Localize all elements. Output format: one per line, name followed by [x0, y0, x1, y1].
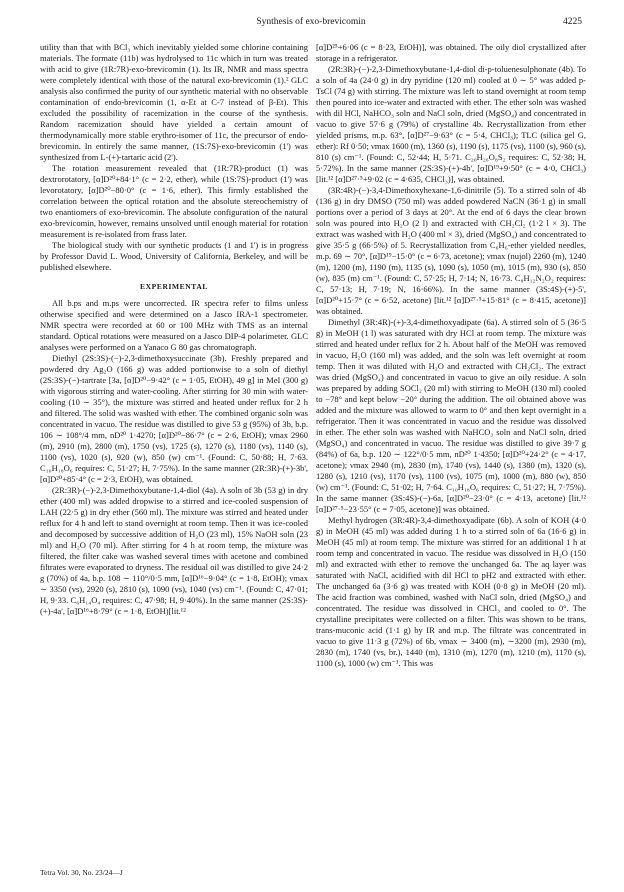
section-title-experimental: EXPERIMENTAL: [140, 282, 208, 291]
running-header: [40, 16, 582, 30]
paragraph-general-methods: All b.ps and m.ps were uncorrected. IR spectra refer to films unless otherwise specified and were determined on a Jasco IRA-1 spectrometer. NMR spectra were recorded at 60 or 100 MHz with TMS as an internal standard. Optical rotations were measured on a Jasco DIP-4 polarimeter. GLC analyses were performed on a Yanaco G 80 gas chromatograph.: [40, 298, 308, 352]
page-number: 4225: [563, 17, 582, 27]
right-column: [316, 42, 586, 669]
paragraph-compound-4b: (2R:3R)-(−)-2,3-Dimethoxybutane-1,4-diol di-p-toluenesulphonate (4b). To a soln of 4a (24·0 g) in dry pyridine (120 ml) cooled at 0 ∼ 5° was added p-TsCl (74 g) with stirring. The mixture was left to stand overnight at room temp then poured into ice-water and extracted with ether. The ether soln was washed with dil HCl, NaHCO₃ soln and NaCl soln, dried (MgSO₄) and concentrated in vacuo to give 57·6 g (79%) of crystalline 4b. Recrystallization from ether yielded prisms, m.p. 63°, [α]D²⁷−9·63° (c = 5·4, CHCl₃); TLC (silica gel G, ether): Rf 0·50; νmax 1600 (m), 1360 (s), 1190 (s), 1175 (vs), 1100 (s), 960 (s), 810 (s) cm⁻¹. (Found: C, 52·44; H, 5·71. C₂₀H₂₆O₈S₂ requires: C, 52·38; H, 5·72%). In the same manner (2S:3S)-(+)-4b', [α]D¹⁹+9·50° (c = 4·0, CHCl₃) [lit.¹² [α]D²⁷·⁵+9·02 (c = 4·635, CHCl₃)], was obtained.: [316, 64, 586, 184]
paragraph-4a-continued: [α]D²⁵+6·06 (c = 8·23, EtOH)], was obtained. The oily diol crystallized after storage in a refrigerator.: [316, 42, 586, 63]
paragraph-compound-4a: (2R:3R)-(−)-2,3-Dimethoxybutane-1,4-diol (4a). A soln of 3b (53 g) in dry ether (400 ml) was added dropwise to a stirred and ice-cooled suspension of LAH (22·5 g) in dry ether (560 ml). The mixture was stirred and heated under reflux for 4 h and left to stand overnight at room temp. Then it was ice-cooled and decomposed by successive addition of H₂O (23 ml), 15% NaOH soln (23 ml) and H₂O (70 ml). After stirring for 4 h at room temp, the mixture was filtered, the filter cake was washed several times with acetone and combined filtrates were evaporated to dryness. The residual oil was distilled to give 24·2 g (70%) of 4a, b.p. 108 ∼ 110°/0·5 mm, [α]D¹⁶−9·04° (c = 1·8, EtOH); νmax ∼ 3350 (vs), 2920 (s), 2810 (s), 1090 (vs), 1040 (vs) cm⁻¹. (Found: C, 47·01; H, 9·33. C₆H₁₄O₄ requires: C, 47·98; H, 9·40%). In the same manner (2S:3S)-(+)-4a', [α]D¹⁶+8·79° (c = 1·8, EtOH)[lit.¹²: [40, 485, 308, 616]
paragraph-results-continued: utility than that with BCl₃ which inevitably yielded some chlorine containing materials. The formate (11b) was hydrolysed to 11c which in turn was treated with acid to give (1R:7R)-exo-brevicomin (1). Its IR, NMR and mass spectra were completely identical with those of the natural exo-brevicomin (1).² GLC analysis also confirmed the purity of our synthetic material with no observable contamination of endo-brevicomin (1, α-Et at C-7 instead of β-Et). This excluded the possibility of racemization in the course of the synthesis. Random racemization should have yielded a certain amount of thermodynamically more stable erythro-isomer of 11c, the precursor of endo-brevicomin. In entirely the same manner, (1S:7S)-exo-brevicomin (1') was synthesized from L-(+)-tartaric acid (2').: [40, 42, 308, 162]
page-footer: Tetra Vol. 30, No. 23/24—J: [40, 868, 123, 877]
paragraph-compound-5: (3R:4R)-(−)-3,4-Dimethoxyhexane-1,6-dinitrile (5). To a stirred soln of 4b (136 g) in dry DMSO (750 ml) was added powdered NaCN (36·1 g) in small portions over a period of 3 days at 20°. At the end of 6 days the clear brown soln was poured into H₂O (2 l) and extracted with CH₂Cl₂ (1·2 l × 3). The extract was washed with H₂O (400 ml × 3), dried (MgSO₄) and concentrated to give 35·5 g (66·5%) of 5. Recrystallization from C₆H₆-ether yielded needles, m.p. 69 ∼ 70°, [α]D¹⁹−15·0° (c = 6·73, acetone); νmax (nujol) 2260 (m), 1240 (m), 1200 (m), 1190 (m), 1135 (s), 1090 (s), 1050 (m), 1015 (m), 930 (s), 850 (w), 835 (m) cm⁻¹. (Found: C, 57·25; H, 7·14; N, 16·73. C₈H₁₂N₂O₂ requires: C, 57·13; H, 7·19; N, 16·66%). In the same manner (3S:4S)-(+)-5', [α]D²⁰+15·7° (c = 6·52, acetone) [lit.¹² [α]D²⁷·⁵+15·81° (c = 8·415, acetone)] was obtained.: [316, 185, 586, 316]
left-column: [40, 42, 308, 617]
running-title: Synthesis of exo-brevicomin: [256, 17, 366, 27]
paragraph-compound-6b: Methyl hydrogen (3R:4R)-3,4-dimethoxyadipate (6b). A soln of KOH (4·0 g) in MeOH (45 ml) was added during 1 h to a stirred soln of 6a (16·6 g) in MeOH (45 ml) at room temp. The mixture was stirred for an additional 1 h at room temp and concentrated in vacuo. The residue was dissolved in H₂O (150 ml) and extracted with ether to remove the unchanged 6a. The aq layer was saturated with NaCl, acidified with dil HCl to pH2 and extracted with ether. The unchanged 6a (3·6 g) was treated with KOH (0·8 g) in MeOH (20 ml). The acid fraction was combined, washed with NaCl soln, dried (MgSO₄) and concentrated. The residue was dissolved in CHCl₃ and cooled to 0°. The crystalline precipitates were collected on a filter. This was shown to be trans, trans-muconic acid (1·1 g) by IR and m.p. The filtrate was concentrated in vacuo to give 11·3 g (72%) of 6b, νmax ∼ 3400 (m), ∼3200 (m), 2930 (m), 2830 (m), 1740 (vs, br.), 1440 (m), 1310 (m), 1270 (m), 1210 (m), 1170 (s), 1100 (s), 1000 (w) cm⁻¹. This was: [316, 515, 586, 668]
paragraph-biological-study: The biological study with our synthetic products (1 and 1') is in progress by Professor David L. Wood, University of California, Berkeley, and will be published elsewhere.: [40, 240, 308, 272]
paragraph-rotation: The rotation measurement revealed that (1R:7R)-product (1) was dextrorotatory, [α]D²⁰+84·1° (c = 2·2, ether), while (1S:7S)-product (1') was levorotatory, [α]D²⁰−80·0° (c = 1·6, ether). This firmly established the correlation between the optical rotation and the absolute stereochemistry of two enantiomers of exo-brevicomin. The absolute configuration of the natural exo-brevicomin, however, remains unsolved until enough material for rotation measurement is re-isolated from frass later.: [40, 163, 308, 239]
paragraph-compound-6a: Dimethyl (3R:4R)-(+)-3,4-dimethoxyadipate (6a). A stirred soln of 5 (36·5 g) in MeOH (1 l) was saturated with dry HCl at room temp. The mixture was stirred and heated under reflux for 2 h. About half of the MeOH was removed in vacuo, H₂O (160 ml) was added, and the soln was left overnight at room temp. Then it was diluted with H₂O and extracted with CH₂Cl₂. The extract was dried (MgSO₄) and concentrated in vacuo to give an oily residue. A soln was prepared by adding SOCl₂ (20 ml) with stirring to MeOH (130 ml) cooled to −78° and kept below −20° during the addition. The oil obtained above was added and the mixture was allowed to warm to 0° and then kept overnight in a refrigerator. Then it was concentrated in vacuo and the residue was dissolved in ether. The ether soln was washed with NaHCO₃ soln and NaCl soln, dried (MgSO₄) and concentrated in vacuo. The residue was distilled to give 39·7 g (84%) of 6a, b.p. 120 ∼ 122°/0·5 mm, nD²⁰ 1·4350; [α]D²⁰+24·2° (c = 4·17, acetone); νmax 2940 (m), 2830 (m), 1740 (vs), 1440 (s), 1380 (m), 1320 (s), 1280 (s), 1210 (vs), 1170 (vs), 1100 (vs), 1075 (m), 1000 (m), 880 (w), 850 (w) cm⁻¹. (Found: C, 51·02; H, 7·64. C₁₀H₁₈O₆ requires: C, 51·27; H, 7·75%). In the same manner (3S:4S)-(−)-6a, [α]D²⁰−23·0° (c = 4·13, acetone) [lit.¹² [α]D²⁷·⁵−23·55° (c = 7·05, acetone)] was obtained.: [316, 317, 586, 514]
paragraph-compound-3b: Diethyl (2S:3S)-(−)-2,3-dimethoxysuccinate (3b). Freshly prepared and powdered dry Ag₂O (166 g) was added portionwise to a soln of diethyl (2S:3S)-(−)-tartrate [3a, [α]D²⁰−9·42° (c = 1·05, EtOH), 49 g] in MeI (300 g) with vigorous stirring and water-cooling. After stirring for 30 min with water-cooling (10 ∼ 35°), the mixture was stirred and heated under reflux for 2 h and filtered. The solid was washed with ether. The combined organic soln was concentrated in vacuo. The residue was distilled to give 53 g (95%) of 3b, b.p. 106 ∼ 108°/4 mm, nD²⁰ 1·4270; [α]D²⁰−86·7° (c = 2·6, EtOH); νmax 2960 (m), 2910 (m), 2800 (m), 1750 (vs), 1725 (s), 1270 (s), 1180 (vs), 1140 (s), 1100 (vs), 1020 (s), 920 (w), 850 (w) cm⁻¹. (Found: C, 50·88; H, 7·63. C₁₀H₁₈O₆ requires: C, 51·27; H, 7·75%). In the same manner (2R:3R)-(+)-3b', [α]D²⁰+85·4° (c = 2·3, EtOH), was obtained.: [40, 353, 308, 484]
